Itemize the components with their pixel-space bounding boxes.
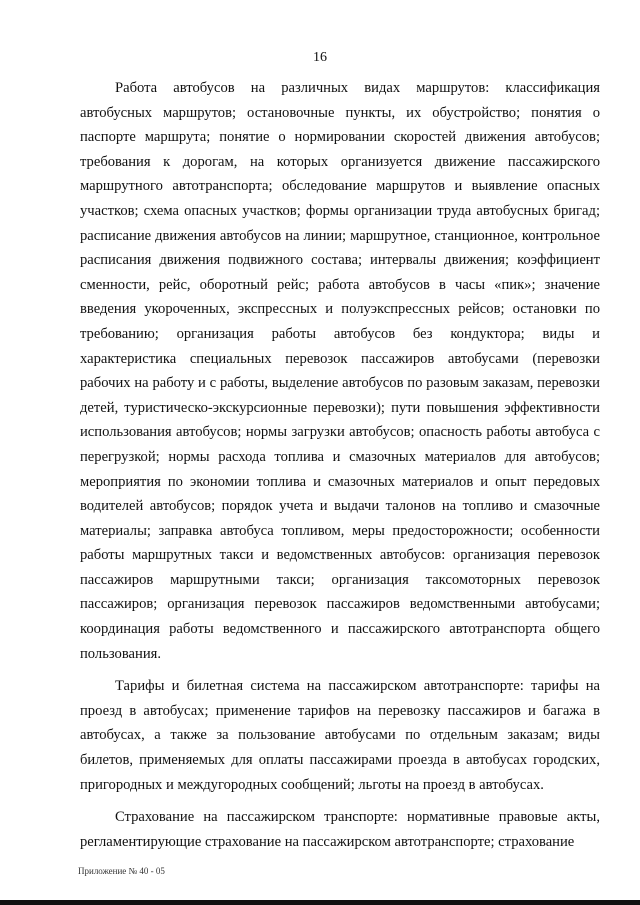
footer-appendix-note: Приложение № 40 - 05 — [78, 866, 165, 876]
paragraph-bus-operation: Работа автобусов на различных видах маршрутов: классификация автобусных маршрутов; остановочные пункты, их обустройство; понятия о паспорте маршрута; понятие о нормировании скоростей движения автобусов; требования к дорогам, на которых организуется движение пассажирского маршрутного автотранспорта; обследование маршрутов и выявление опасных участков; схема опасных участков; формы организации труда автобусных бригад; расписание движения автобусов на линии; маршрутное, станционное, контрольное расписания движения подвижного состава; интервалы движения; коэффициент сменности, рейс, оборотный рейс; работа автобусов в часы «пик»; значение введения укороченных, экспрессных и полуэкспрессных рейсов; остановки по требованию; организация работы автобусов без кондуктора; виды и характеристика специальных перевозок пассажиров автобусами (перевозки рабочих на работу и с работы, выделение автобусов по разовым заказам, перевозки детей, туристическо-экскурсионные перевозки); пути повышения эффективности использования автобусов; нормы загрузки автобусов; опасность работы автобуса с перегрузкой; нормы расхода топлива и смазочных материалов для автобусов; мероприятия по экономии топлива и смазочных материалов и опыт передовых водителей автобусов; порядок учета и выдачи талонов на топливо и смазочные материалы; заправка автобуса топливом, меры предосторожности; особенности работы маршрутных такси и ведомственных автобусов: организация перевозок пассажиров маршрутными такси; организация таксомоторных перевозок пассажиров; организация перевозок пассажиров ведомственными автобусами; координация работы ведомственного и пассажирского автотранспорта общего пользования. — [80, 80, 600, 662]
body-text — [80, 76, 600, 854]
page-number: 16 — [313, 50, 327, 65]
paragraph-tariffs: Тарифы и билетная система на пассажирском автотранспорте: тарифы на проезд в автобусах; применение тарифов на перевозку пассажиров и багажа в автобусах, а также за пользование автобусами по отдельным заказам; виды билетов, применяемых для оплаты пассажирами проезда в автобусах городских, пригородных и междугородных сообщений; льготы на проезд в автобусах. — [80, 678, 600, 793]
paragraph-insurance: Страхование на пассажирском транспорте: нормативные правовые акты, регламентирующие страхование на пассажирском автотранспорте; страхование — [80, 809, 600, 850]
scan-bottom-edge — [0, 900, 640, 905]
